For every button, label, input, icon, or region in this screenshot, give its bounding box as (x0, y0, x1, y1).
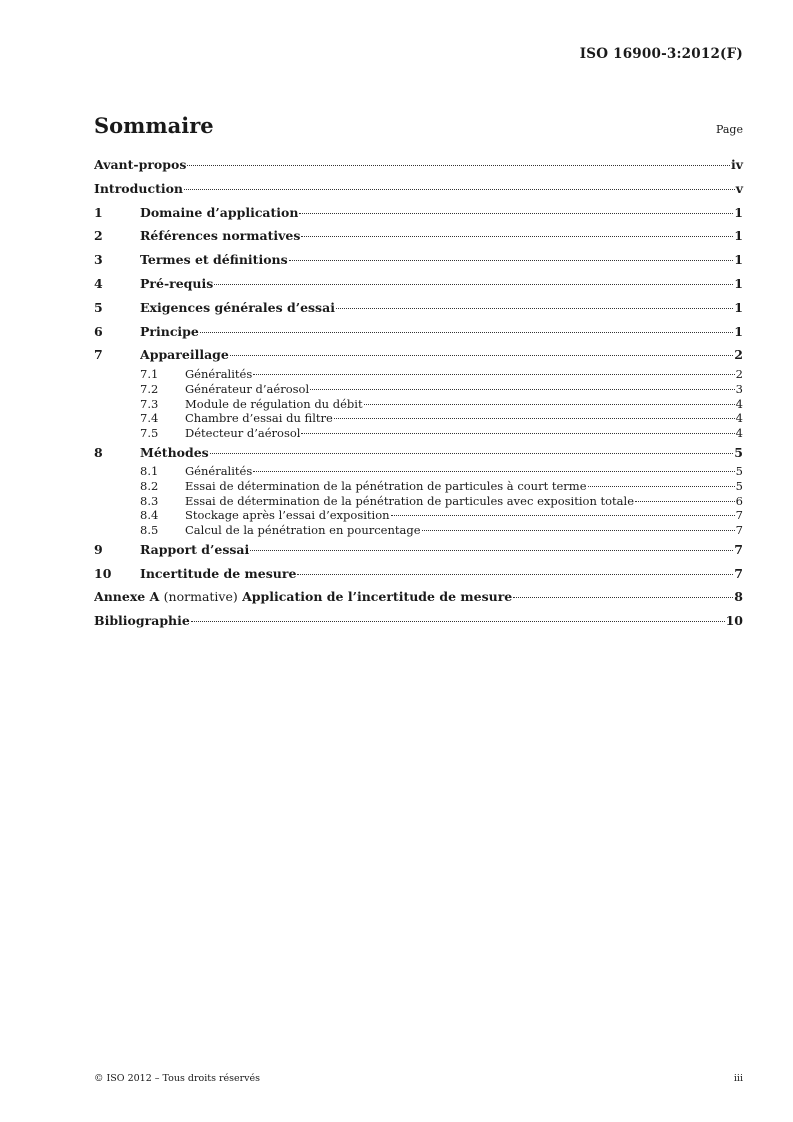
toc-label: Chambre d’essai du filtre (185, 411, 333, 426)
toc-page: 4 (735, 411, 743, 426)
toc-entry-3[interactable] (94, 248, 743, 272)
toc-page: 7 (734, 541, 743, 557)
toc-page: 1 (734, 252, 743, 268)
toc-page: 10 (725, 613, 743, 629)
toc-page: 2 (735, 367, 743, 382)
dot-leader (297, 574, 733, 575)
dot-leader (253, 471, 734, 472)
toc-label: Calcul de la pénétration en pourcentage (185, 523, 421, 538)
toc-subentry-8-3[interactable] (94, 494, 743, 509)
table-of-contents (94, 153, 743, 633)
toc-label (94, 585, 512, 609)
dot-leader (588, 486, 735, 487)
dot-leader (391, 515, 735, 516)
toc-page: v (735, 180, 743, 196)
toc-label: Incertitude de mesure (140, 565, 297, 581)
dot-leader (299, 213, 733, 214)
toc-number: 8.5 (140, 523, 159, 538)
toc-label: Exigences générales d’essai (140, 299, 335, 315)
toc-page: 5 (735, 479, 743, 494)
toc-number: 9 (94, 541, 103, 557)
toc-label: Appareillage (140, 347, 229, 363)
toc-subentry-7-1[interactable] (94, 367, 743, 382)
toc-subentry-8-5[interactable] (94, 523, 743, 538)
dot-leader (301, 433, 734, 434)
toc-page: 1 (734, 204, 743, 220)
annex-title: Application de l’incertitude de mesure (242, 589, 513, 605)
toc-number: 5 (94, 299, 103, 315)
dot-leader (422, 530, 735, 531)
toc-entry-foreword[interactable] (94, 153, 743, 177)
toc-page: 1 (734, 299, 743, 315)
toc-entry-9[interactable] (94, 538, 743, 562)
toc-entry-4[interactable] (94, 272, 743, 296)
toc-number: 2 (94, 228, 103, 244)
dot-leader (334, 418, 735, 419)
dot-leader (253, 374, 734, 375)
dot-leader (230, 355, 733, 356)
toc-subentry-8-1[interactable] (94, 464, 743, 479)
copyright-notice: © ISO 2012 – Tous droits réservés (94, 1073, 261, 1084)
toc-page: 3 (735, 381, 743, 396)
dot-leader (250, 550, 733, 551)
toc-label: Domaine d’application (140, 204, 299, 220)
dot-leader (200, 332, 733, 333)
toc-number: 7 (94, 347, 103, 363)
toc-page: 7 (734, 565, 743, 581)
toc-label: Généralités (185, 367, 253, 382)
toc-label: Essai de détermination de la pénétration de particules à court terme (185, 479, 587, 494)
toc-entry-5[interactable] (94, 296, 743, 320)
toc-entry-10[interactable] (94, 562, 743, 586)
dot-leader (191, 621, 725, 622)
toc-number: 8.4 (140, 508, 159, 523)
dot-leader (187, 165, 730, 166)
annex-prefix: Annexe A (94, 589, 160, 605)
toc-label: Essai de détermination de la pénétration de particules avec exposition totale (185, 493, 635, 508)
toc-entry-2[interactable] (94, 224, 743, 248)
toc-page: 7 (735, 508, 743, 523)
page-column-label: Page (715, 123, 743, 136)
toc-label: Avant-propos (94, 157, 187, 172)
dot-leader (289, 260, 734, 261)
toc-number: 8.1 (140, 464, 159, 479)
toc-number: 8.3 (140, 493, 159, 508)
toc-entry-1[interactable] (94, 201, 743, 225)
toc-number: 3 (94, 252, 103, 268)
toc-number: 7.3 (140, 396, 159, 411)
toc-label: Stockage après l’essai d’exposition (185, 508, 390, 523)
title-row (94, 113, 743, 138)
toc-entry-8[interactable] (94, 441, 743, 465)
toc-number: 8.2 (140, 479, 159, 494)
toc-page: 4 (735, 425, 743, 440)
toc-page: 1 (734, 228, 743, 244)
dot-leader (635, 501, 735, 502)
toc-label: Rapport d’essai (140, 541, 250, 557)
dot-leader (184, 189, 735, 190)
toc-number: 7.2 (140, 381, 159, 396)
toc-entry-introduction[interactable] (94, 177, 743, 201)
page-title: Sommaire (94, 113, 214, 138)
toc-subentry-7-4[interactable] (94, 411, 743, 426)
toc-page: 4 (735, 396, 743, 411)
toc-page: 6 (735, 493, 743, 508)
toc-number: 4 (94, 275, 103, 291)
toc-label: Références normatives (140, 228, 301, 244)
page-footer (94, 1073, 743, 1084)
toc-label: Principe (140, 323, 199, 339)
toc-label: Bibliographie (94, 613, 190, 629)
annex-qualifier: (normative) (163, 589, 238, 605)
toc-subentry-7-3[interactable] (94, 397, 743, 412)
toc-page: 8 (734, 589, 743, 605)
toc-number: 7.1 (140, 367, 159, 382)
toc-number: 1 (94, 204, 103, 220)
toc-label: Introduction (94, 180, 184, 196)
toc-page: 5 (735, 464, 743, 479)
toc-entry-annex-a[interactable] (94, 585, 743, 609)
toc-label: Termes et définitions (140, 252, 288, 268)
toc-label: Module de régulation du débit (185, 396, 363, 411)
toc-label: Méthodes (140, 444, 209, 460)
toc-label: Pré-requis (140, 275, 214, 291)
toc-number: 7.5 (140, 425, 159, 440)
toc-page: 1 (734, 323, 743, 339)
toc-number: 10 (94, 565, 112, 581)
page-number: iii (733, 1073, 743, 1084)
toc-page: 1 (734, 275, 743, 291)
toc-label: Générateur d’aérosol (185, 381, 310, 396)
toc-entry-6[interactable] (94, 320, 743, 344)
dot-leader (210, 453, 734, 454)
document-id: ISO 16900-3:2012(F) (579, 46, 743, 62)
dot-leader (336, 308, 733, 309)
dot-leader (301, 236, 733, 237)
dot-leader (310, 389, 735, 390)
dot-leader (364, 404, 735, 405)
toc-page: 7 (735, 523, 743, 538)
dot-leader (513, 597, 733, 598)
toc-page: 2 (734, 347, 743, 363)
toc-number: 6 (94, 323, 103, 339)
toc-entry-bibliography[interactable] (94, 609, 743, 633)
toc-label: Généralités (185, 464, 253, 479)
toc-page: 5 (734, 444, 743, 460)
toc-entry-7[interactable] (94, 343, 743, 367)
toc-number: 7.4 (140, 411, 159, 426)
toc-label: Détecteur d’aérosol (185, 425, 301, 440)
toc-page: iv (730, 157, 743, 172)
toc-subentry-7-5[interactable] (94, 426, 743, 441)
toc-subentry-8-2[interactable] (94, 479, 743, 494)
toc-subentry-7-2[interactable] (94, 382, 743, 397)
dot-leader (214, 284, 733, 285)
toc-number: 8 (94, 444, 103, 460)
toc-subentry-8-4[interactable] (94, 508, 743, 523)
